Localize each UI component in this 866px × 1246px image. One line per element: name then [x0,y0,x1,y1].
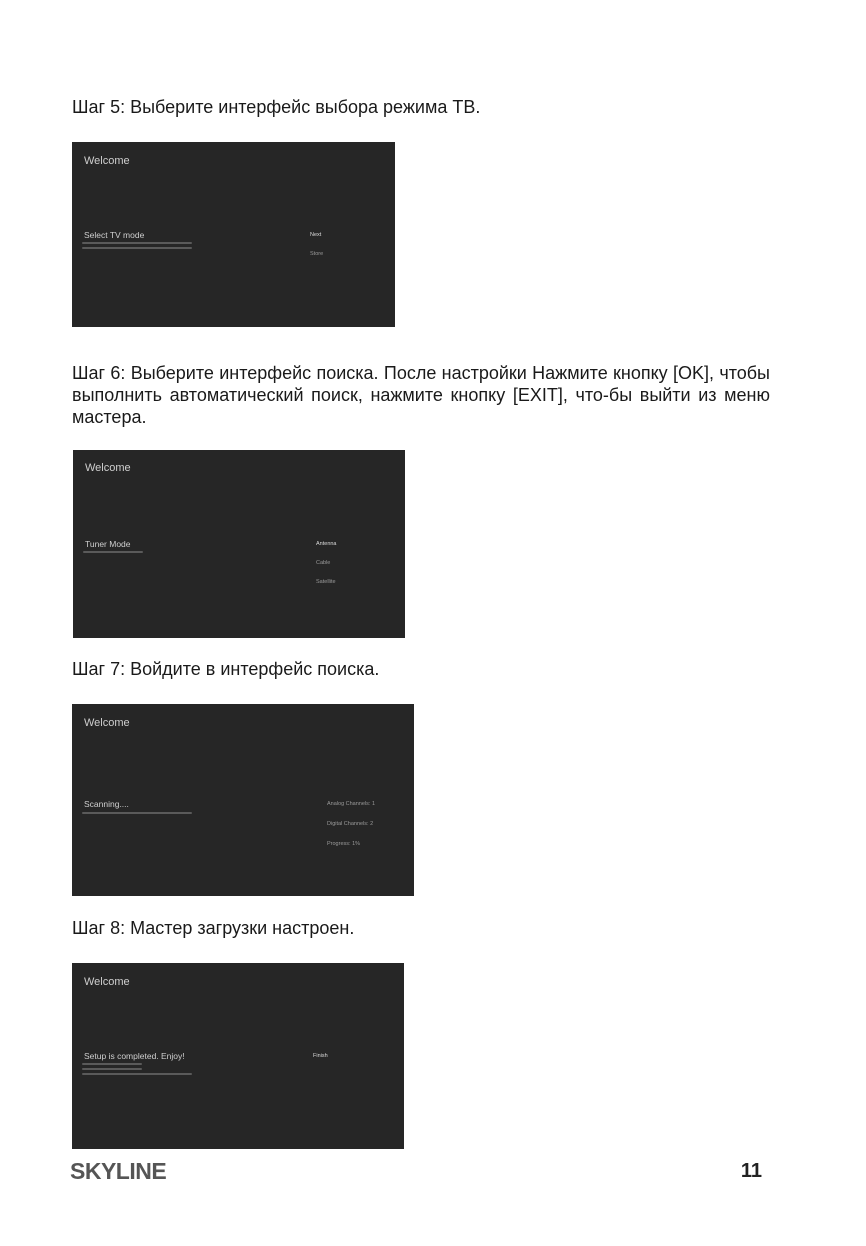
step-6-text: Шаг 6: Выберите интерфейс поиска. После настройки Нажмите кнопку [OK], чтобы выполнить автоматический поиск, нажмите кнопку [EXIT], что-бы выйти из меню мастера. [72,363,770,427]
screenshot-tv-mode [72,142,395,327]
analog-channels: Analog Channels: 1 [327,801,376,807]
option-cable[interactable]: Cable [316,560,331,566]
option-store[interactable]: Store [310,251,324,257]
description-line [72,811,414,815]
step-5-text: Шаг 5: Выберите интерфейс выбора режима ТВ. [72,97,481,117]
welcome-title: Welcome [84,717,130,729]
welcome-title: Welcome [84,155,130,167]
scan-progress: Progress: 1% [327,841,361,847]
description-line [73,550,405,554]
digital-channels: Digital Channels: 2 [327,821,374,827]
description-line [72,246,395,250]
option-satellite[interactable]: Satellite [316,579,336,585]
step-8-text: Шаг 8: Мастер загрузки настроен. [72,918,355,938]
step-7-text: Шаг 7: Войдите в интерфейс поиска. [72,659,380,679]
screenshot-scanning [72,704,414,896]
screen-heading: Tuner Mode [85,539,131,549]
description-line [72,1072,404,1076]
screenshot-tuner-mode [73,450,405,638]
screen-heading: Setup is completed. Enjoy! [84,1051,185,1061]
screenshot-setup-complete [72,963,404,1149]
description-line [72,1067,404,1071]
finish-button[interactable]: Finish [313,1053,328,1059]
description-line [72,1062,404,1066]
welcome-title: Welcome [85,462,131,474]
screen-heading: Select TV mode [84,230,145,240]
option-next[interactable]: Next [310,232,322,238]
page-number: 11 [740,1160,762,1182]
welcome-title: Welcome [84,976,130,988]
brand-logo: SKYLINE [70,1158,167,1184]
option-antenna[interactable]: Antenna [316,541,337,547]
screen-heading: Scanning.... [84,799,129,809]
description-line [72,241,395,245]
